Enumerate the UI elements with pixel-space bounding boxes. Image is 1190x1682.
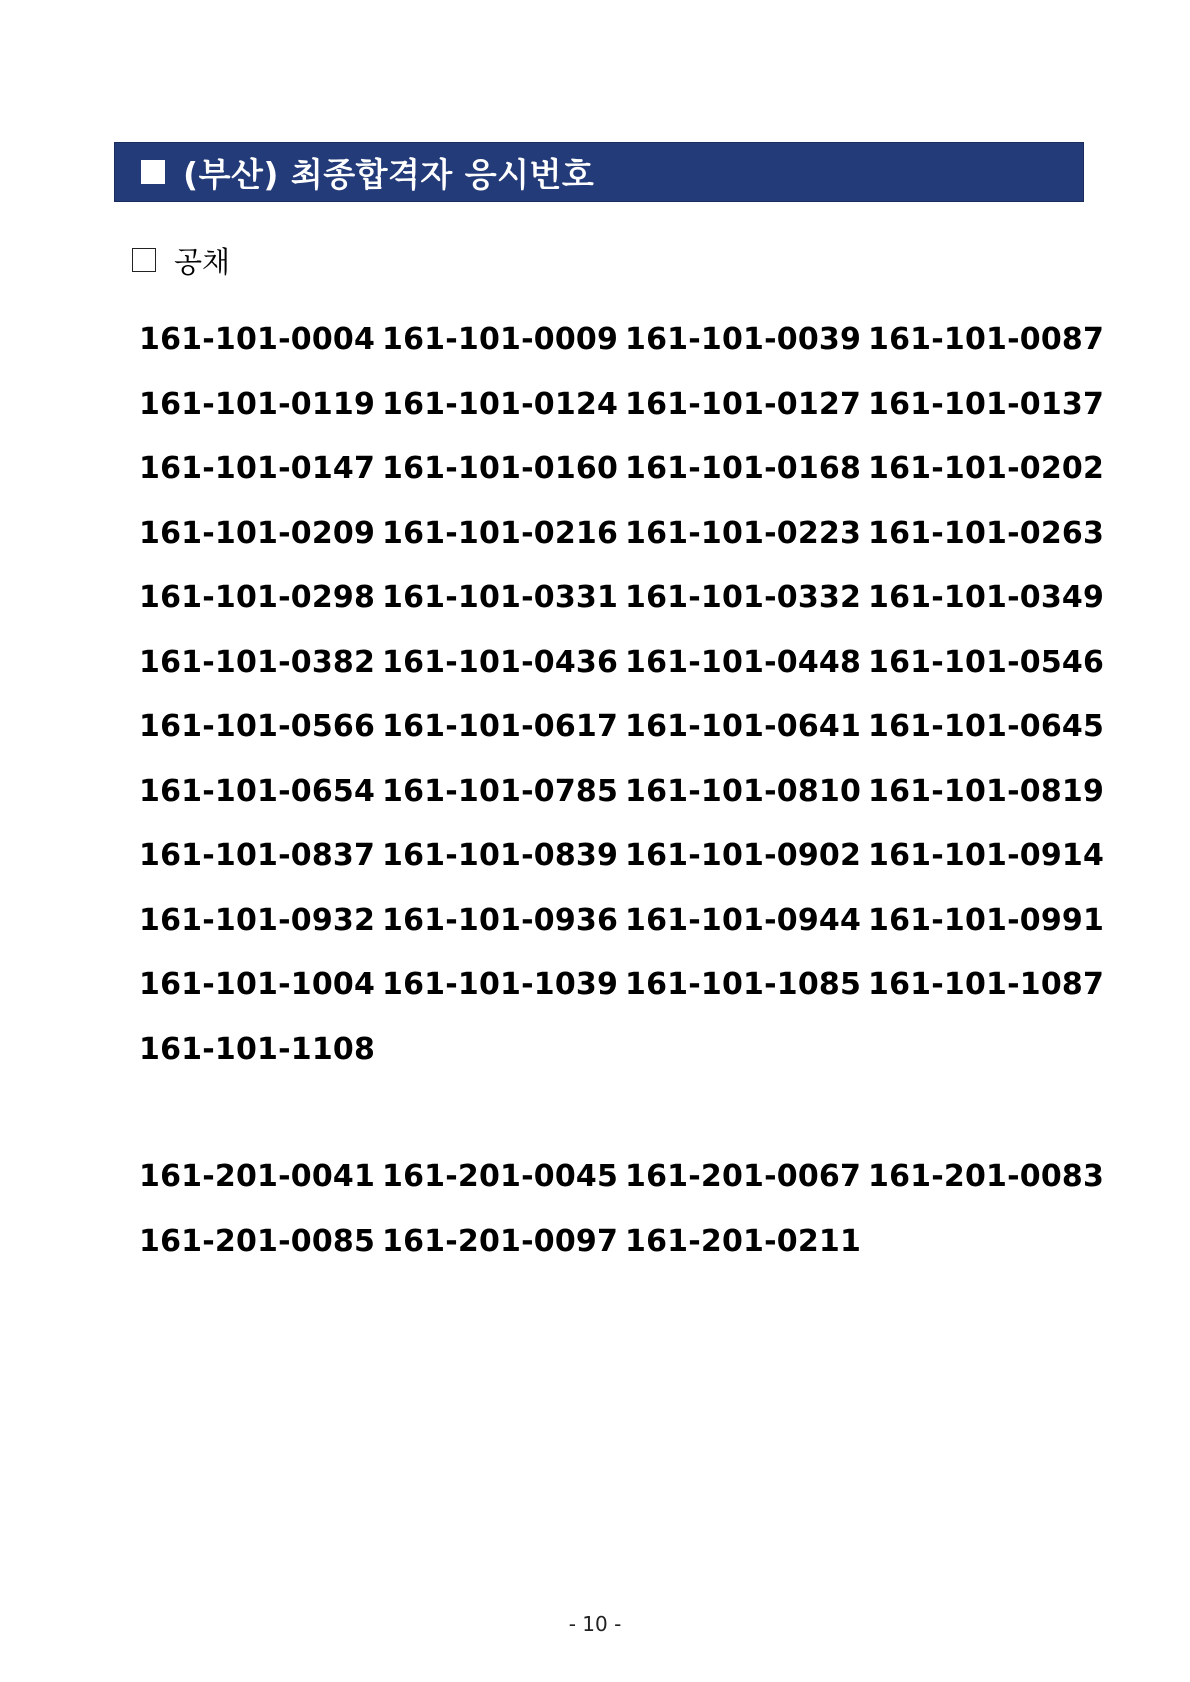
subsection-label: [132, 240, 230, 280]
empty-square-icon: [132, 248, 156, 272]
applicant-number: 161-201-0045: [382, 1159, 619, 1194]
applicant-number: 161-101-1108: [139, 1031, 376, 1067]
applicant-number: 161-101-0332: [625, 580, 862, 615]
applicant-number: 161-101-1004: [139, 967, 376, 1002]
applicant-number: 161-101-1087: [868, 967, 1105, 1002]
page-number: - 10 -: [568, 1612, 622, 1636]
applicant-number: 161-101-0087: [868, 322, 1105, 357]
applicant-number-list-201: [139, 1145, 1111, 1274]
applicant-number: 161-101-0039: [625, 322, 862, 357]
page-title: (부산) 최종합격자 응시번호: [183, 154, 595, 194]
applicant-number: 161-101-0932: [139, 902, 376, 938]
applicant-number: 161-101-0127: [625, 386, 862, 422]
applicant-number: 161-101-0436: [382, 644, 619, 680]
square-bullet-icon: [141, 160, 165, 184]
applicant-number: 161-101-0810: [625, 773, 862, 809]
section-title-bar: [114, 142, 1084, 202]
applicant-number: 161-101-0839: [382, 838, 619, 873]
applicant-number: 161-101-0119: [139, 386, 376, 422]
applicant-number: 161-101-0004: [139, 322, 376, 357]
applicant-number: 161-101-0819: [868, 773, 1105, 809]
applicant-number: 161-101-0202: [868, 451, 1105, 486]
subsection-title: 공채: [174, 244, 231, 279]
applicant-number: 161-201-0083: [868, 1159, 1105, 1194]
applicant-number: 161-101-0837: [139, 838, 376, 873]
applicant-number: 161-101-0223: [625, 515, 862, 551]
applicant-number: 161-101-0654: [139, 773, 376, 809]
applicant-number: 161-101-0382: [139, 644, 376, 680]
applicant-number: 161-101-0160: [382, 451, 619, 486]
applicant-number: 161-101-0448: [625, 644, 862, 680]
applicant-number: 161-201-0085: [139, 1223, 376, 1259]
applicant-number: 161-101-0645: [868, 709, 1105, 744]
applicant-number: 161-101-0546: [868, 644, 1105, 680]
applicant-number: 161-201-0097: [382, 1223, 619, 1259]
applicant-number: 161-101-0009: [382, 322, 619, 357]
applicant-number: 161-101-0991: [868, 902, 1105, 938]
applicant-number: 161-101-0147: [139, 451, 376, 486]
applicant-number: 161-201-0067: [625, 1159, 862, 1194]
applicant-number: 161-101-0944: [625, 902, 862, 938]
applicant-number: 161-101-0168: [625, 451, 862, 486]
applicant-number: 161-101-0124: [382, 386, 619, 422]
applicant-number: 161-101-0349: [868, 580, 1105, 615]
applicant-number: 161-101-0331: [382, 580, 619, 615]
applicant-number: 161-101-0216: [382, 515, 619, 551]
applicant-number: 161-101-0785: [382, 773, 619, 809]
applicant-number: 161-101-1085: [625, 967, 862, 1002]
applicant-number: 161-101-0914: [868, 838, 1105, 873]
applicant-number-list-101: [139, 308, 1111, 1082]
applicant-number: 161-101-0936: [382, 902, 619, 938]
applicant-number: 161-101-0298: [139, 580, 376, 615]
applicant-number: 161-101-0902: [625, 838, 862, 873]
applicant-number: 161-201-0211: [625, 1223, 862, 1259]
applicant-number: 161-201-0041: [139, 1159, 376, 1194]
applicant-number: 161-101-0566: [139, 709, 376, 744]
applicant-number: 161-101-0263: [868, 515, 1105, 551]
applicant-number: 161-101-0209: [139, 515, 376, 551]
applicant-number: 161-101-0137: [868, 386, 1105, 422]
applicant-number: 161-101-0617: [382, 709, 619, 744]
applicant-number: 161-101-1039: [382, 967, 619, 1002]
applicant-number: 161-101-0641: [625, 709, 862, 744]
